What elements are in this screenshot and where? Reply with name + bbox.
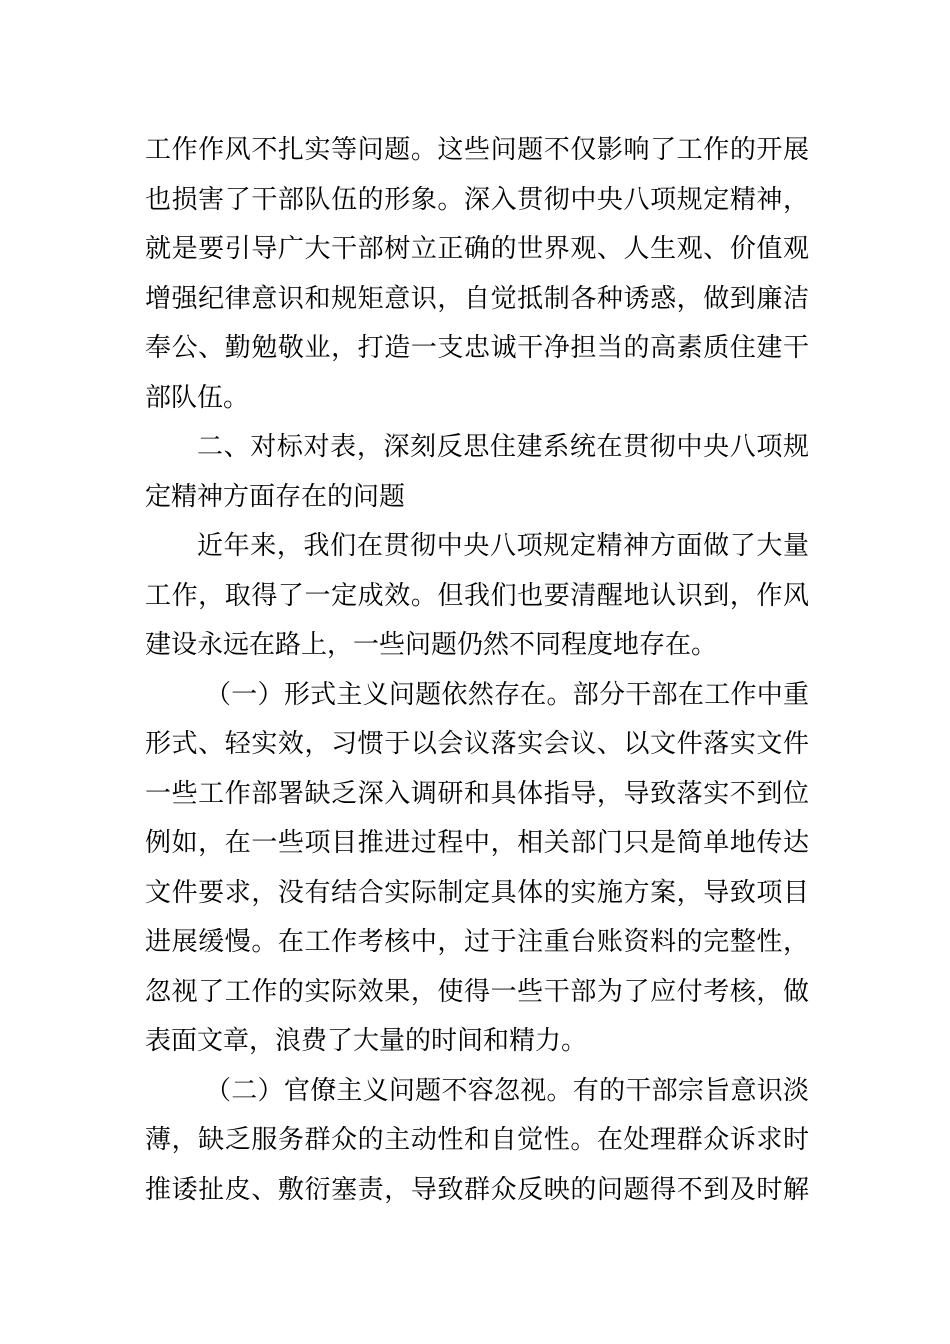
text-line: 忽视了工作的实际效果，使得一些干部为了应付考核，做 bbox=[145, 976, 809, 1007]
text-line: 推诿扯皮、敷衍塞责，导致群众反映的问题得不到及时解 bbox=[145, 1174, 809, 1205]
section-heading-continued: 定精神方面存在的问题 bbox=[145, 481, 406, 512]
text-line: 建设永远在路上，一些问题仍然不同程度地存在。 bbox=[145, 630, 718, 660]
text-line: 文件要求，没有结合实际制定具体的实施方案，导致项目 bbox=[145, 877, 809, 908]
text-line: 近年来，我们在贯彻中央八项规定精神方面做了大量 bbox=[197, 531, 809, 561]
document-body bbox=[145, 126, 809, 1215]
text-line: 薄，缺乏服务群众的主动性和自觉性。在处理群众诉求时 bbox=[145, 1125, 809, 1155]
text-line: 形式、轻实效，习惯于以会议落实会议、以文件落实文件 bbox=[145, 729, 809, 759]
text-line: 表面文章，浪费了大量的时间和精力。 bbox=[145, 1026, 588, 1056]
subsection-line: （一）形式主义问题依然存在。部分干部在工作中重 bbox=[205, 679, 809, 710]
text-line: 也损害了干部队伍的形象。深入贯彻中央八项规定精神， bbox=[145, 184, 809, 215]
section-heading: 二、对标对表，深刻反思住建系统在贯彻中央八项规 bbox=[197, 432, 809, 462]
text-line: 进展缓慢。在工作考核中，过于注重台账资料的完整性， bbox=[145, 927, 809, 957]
text-line: 工作，取得了一定成效。但我们也要清醒地认识到，作风 bbox=[145, 580, 809, 611]
text-line: 工作作风不扎实等问题。这些问题不仅影响了工作的开展 bbox=[145, 135, 809, 165]
text-line: 例如，在一些项目推进过程中，相关部门只是简单地传达 bbox=[145, 828, 809, 858]
text-line: 奉公、勤勉敬业，打造一支忠诚干净担当的高素质住建干 bbox=[145, 333, 809, 363]
text-line: 部队伍。 bbox=[145, 382, 250, 413]
subsection-line: （二）官僚主义问题不容忽视。有的干部宗旨意识淡 bbox=[205, 1075, 809, 1106]
text-line: 一些工作部署缺乏深入调研和具体指导，导致落实不到位 bbox=[145, 778, 809, 809]
text-line: 就是要引导广大干部树立正确的世界观、人生观、价值观 bbox=[145, 234, 809, 264]
text-line: 增强纪律意识和规矩意识，自觉抵制各种诱惑，做到廉洁 bbox=[145, 283, 809, 314]
